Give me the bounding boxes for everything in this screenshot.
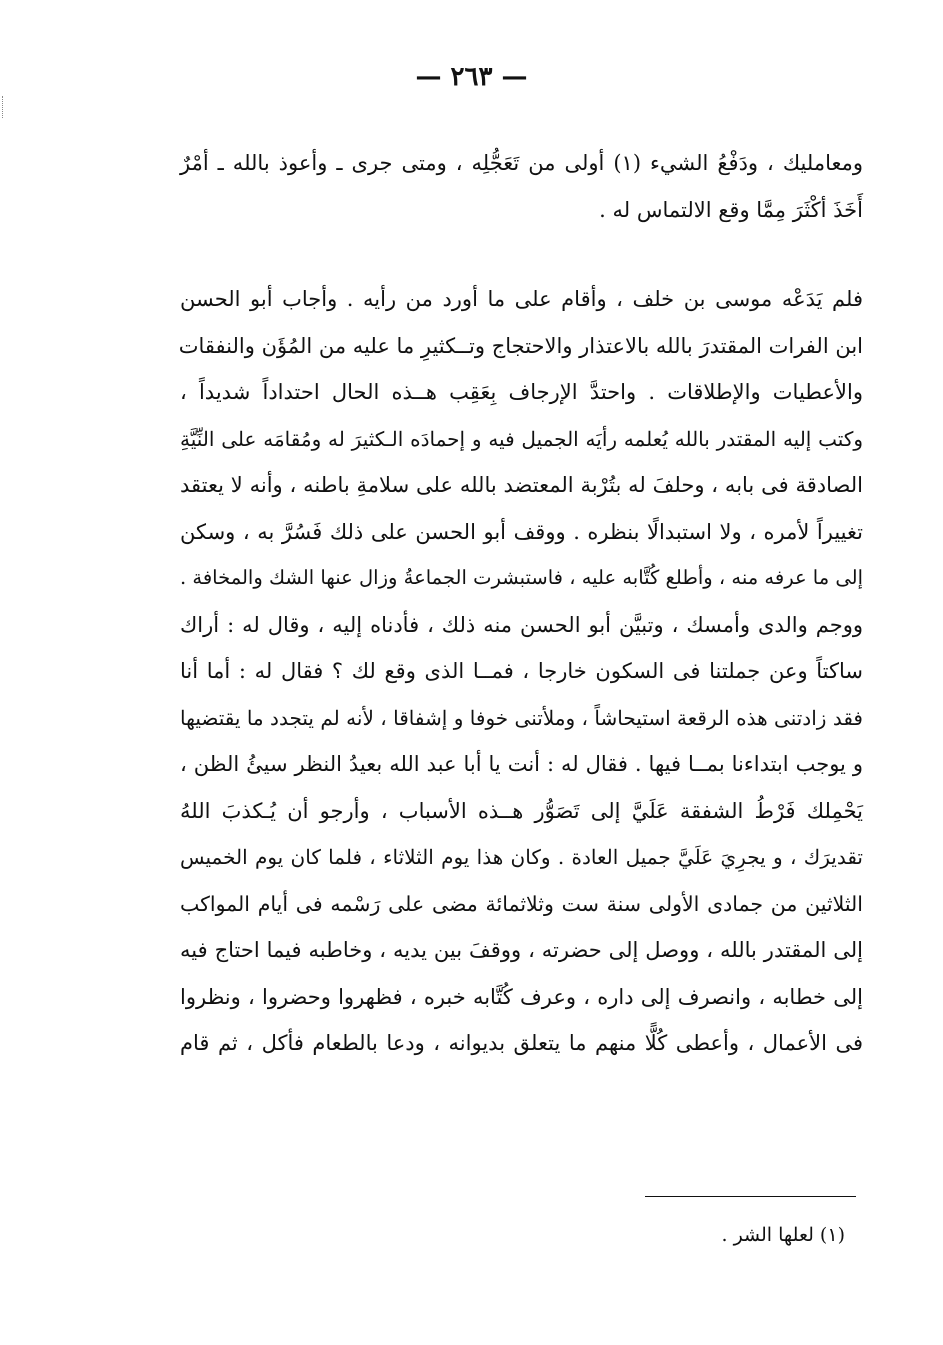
text-line: يَحْمِلك فَرْطُ الشفقة عَلَيَّ إلى تَصَوُّر هــذه الأسباب ، وأرجو أن يُـكذبَ اللهُ [180, 798, 863, 823]
text-line: تغييراً لأمره ، ولا استبدالًا بنظره . ووقف أبو الحسن على ذلك فَسُرَّ به ، وسكن [180, 519, 863, 544]
text-line: إلى المقتدر بالله ، ووصل إلى حضرته ، ووقفَ بين يديه ، وخاطبه فيما احتاج فيه [180, 938, 863, 962]
main-paragraph [180, 276, 863, 1067]
text-line: إلى خطابه ، وانصرف إلى داره ، وعرف كُتَّابه خبره ، فظهروا وحضروا ، ونظروا [180, 984, 863, 1009]
text-line: و يوجب ابتداءنا بمــا فيها . فقال له : أنت يا أبا عبد الله بعيدُ النظر سيئُ الظن ، [180, 752, 863, 776]
text-line: فقد زادتنى هذه الرقعة استيحاشاً ، وملأتنى خوفا و إشفاقا ، لأنه لم يتجدد ما يقتضيها [180, 705, 863, 730]
footnote-divider [645, 1196, 856, 1197]
text-line: الثلاثين من جمادى الأولى سنة ست وثلاثمائة مضى على رَسْمه فى أيام المواكب [180, 891, 863, 916]
footnote: (١) لعلها الشر . [721, 1224, 845, 1246]
text-line: تقديرَك ، و يجرِيَ عَلَيَّ جميل العادة . وكان هذا يوم الثلاثاء ، فلما كان يوم الخميس [180, 845, 863, 869]
text-line: ومعامليك ، ودَفْعُ الشيء (١) أولى من تَعَجُّلِه ، ومتى جرى ـ وأعوذ بالله ـ أمْرٌ [180, 151, 863, 175]
text-line: أَخَذَ أكْثَرَ مِمَّا وقع الالتماس له . [599, 197, 863, 222]
text-line: ابن الفرات المقتدرَ بالله بالاعتذار والاحتجاج وتــكثيرِ ما عليه من المُؤَن والنفقات [178, 333, 863, 358]
page-number: — ٢٦٣ — [415, 62, 528, 92]
text-line: إلى ما عرفه منه ، وأطلع كُتَّابه عليه ، فاستبشرت الجماعةُ وزال عنها الشك والمخافة . [180, 566, 863, 589]
text-line: ساكتاً وعن جملتنا فى السكون خارجا ، فمــا الذى وقع لك ؟ فقال له : أما أنا [180, 659, 863, 683]
text-line: فلم يَدَعْه موسى بن خلف ، وأقام على ما أورد من رأيه . وأجاب أبو الحسن [180, 287, 863, 311]
text-line: الصادقة فى بابه ، وحلفَ له بتُرْبة المعتضد بالله على سلامةِ باطنه ، وأنه لا يعتقد [180, 473, 863, 497]
text-line: وكتب إليه المقتدر بالله يُعلمه رأيَه الجميل فيه و إحمادَه الـكثيرَ له ومُقامَه على النِّيَّةِ [180, 426, 863, 451]
text-line: والأعطيات والإطلاقات . واحتدَّ الإرجاف بِعَقِب هــذه الحال احتداداً شديداً ، [180, 380, 863, 404]
text-line: فى الأعمال ، وأعطى كُلًّا منهم ما يتعلق بديوانه ، ودعا بالطعام فأكل ، ثم قام [180, 1031, 863, 1055]
text-line: ووجم والدى وأمسك ، وتبيَّن أبو الحسن منه ذلك ، فأدناه إليه ، وقال له : أراك [180, 612, 863, 637]
scan-edge-mark [2, 96, 5, 118]
intro-paragraph [180, 140, 863, 233]
